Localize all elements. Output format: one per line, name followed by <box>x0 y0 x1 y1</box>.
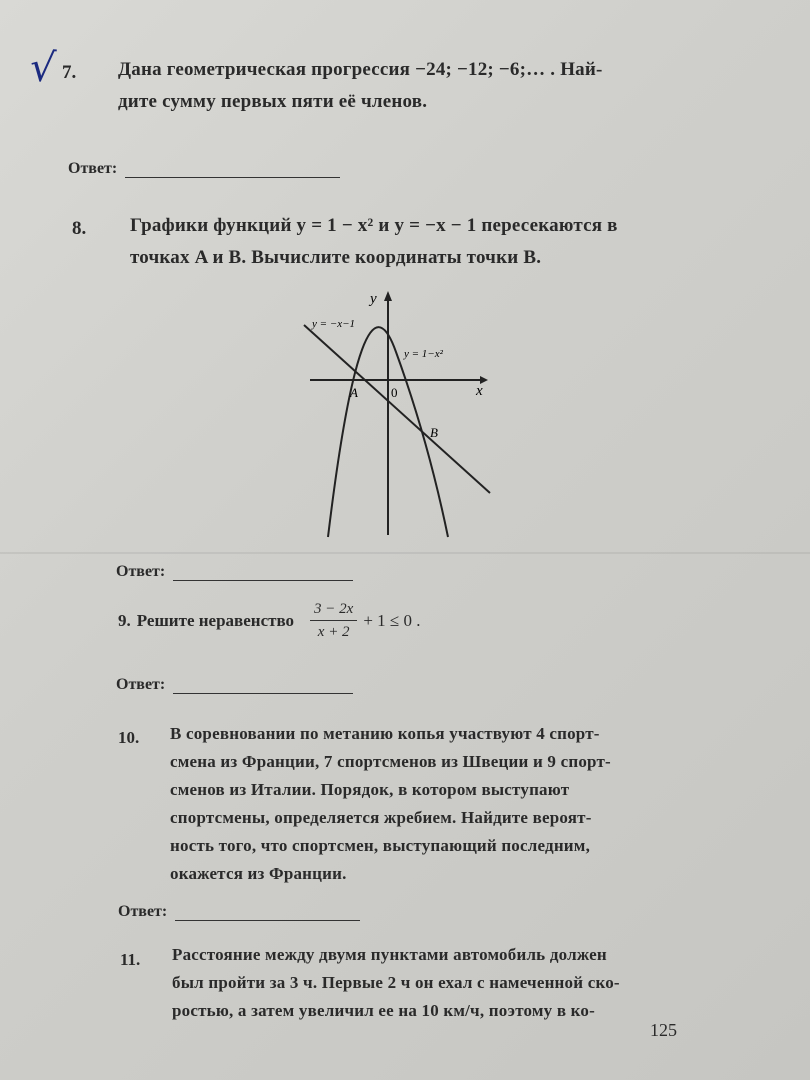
parabola-label: y = 1−x² <box>404 348 443 360</box>
text-line: Дана геометрическая прогрессия −24; −12; −6;… . Най- <box>118 59 603 80</box>
text-line: Графики функций y = 1 − x² и y = −x − 1 пересекаются в <box>130 215 618 236</box>
point-a-label: A <box>350 385 358 400</box>
answer-line <box>173 679 353 694</box>
page-fold <box>0 552 810 554</box>
answer-label: Ответ: <box>118 903 168 920</box>
line-label: y = −x−1 <box>312 318 356 330</box>
answer-field[interactable] <box>118 903 360 921</box>
function-graph <box>290 285 510 545</box>
text-line: окажется из Франции. <box>170 864 347 883</box>
text-line: Расстояние между двумя пунктами автомобиль должен <box>172 945 607 964</box>
answer-field[interactable] <box>68 160 340 178</box>
line-graph <box>304 325 490 493</box>
text-line: В соревновании по метанию копья участвуют 4 спорт- <box>170 724 600 743</box>
problem-number: 8. <box>72 218 87 239</box>
inequality-tail: + 1 ≤ 0 . <box>363 610 421 630</box>
problem-number: 10. <box>118 728 140 747</box>
answer-line <box>125 163 340 178</box>
fraction <box>310 598 357 643</box>
text-line: спортсмены, определяется жребием. Найдите вероят- <box>170 808 592 827</box>
point-b-label: B <box>430 425 438 440</box>
answer-label: Ответ: <box>68 160 118 177</box>
answer-label: Ответ: <box>116 563 166 580</box>
origin-label: 0 <box>391 385 398 400</box>
answer-label: Ответ: <box>116 676 166 693</box>
problem-number: 7. <box>62 62 77 83</box>
fraction-numerator: 3 − 2x <box>310 598 357 621</box>
answer-line <box>173 566 353 581</box>
problem-text <box>170 720 700 888</box>
text-line: сменов из Италии. Порядок, в котором выступают <box>170 780 570 799</box>
problem-number: 9. <box>118 610 131 630</box>
problem-text <box>172 941 697 1025</box>
problem-text <box>118 598 420 643</box>
problem-text <box>130 210 720 274</box>
answer-field[interactable] <box>116 676 353 694</box>
fraction-denominator: x + 2 <box>317 624 350 640</box>
axis-label-y: y <box>370 291 377 307</box>
answer-line <box>175 906 360 921</box>
problem-text <box>118 54 718 118</box>
text-line: дите сумму первых пяти её членов. <box>118 91 428 112</box>
text-line: был пройти за 3 ч. Первые 2 ч он ехал с намеченной ско- <box>172 973 620 992</box>
text-line: смена из Франции, 7 спортсменов из Швеции и 9 спорт- <box>170 752 611 771</box>
text-line: ростью, а затем увеличил ее на 10 км/ч, поэтому в ко- <box>172 1001 595 1020</box>
answer-field[interactable] <box>116 563 353 581</box>
text-line: точках A и B. Вычислите координаты точки B. <box>130 247 542 268</box>
page-number: 125 <box>650 1020 677 1040</box>
axis-label-x: x <box>476 383 483 399</box>
text-line: ность того, что спортсмен, выступающий последним, <box>170 836 591 855</box>
text-line: Решите неравенство <box>136 610 295 630</box>
y-axis-arrow <box>384 291 392 301</box>
checkmark-icon: √ <box>28 44 58 92</box>
problem-number: 11. <box>120 950 141 969</box>
